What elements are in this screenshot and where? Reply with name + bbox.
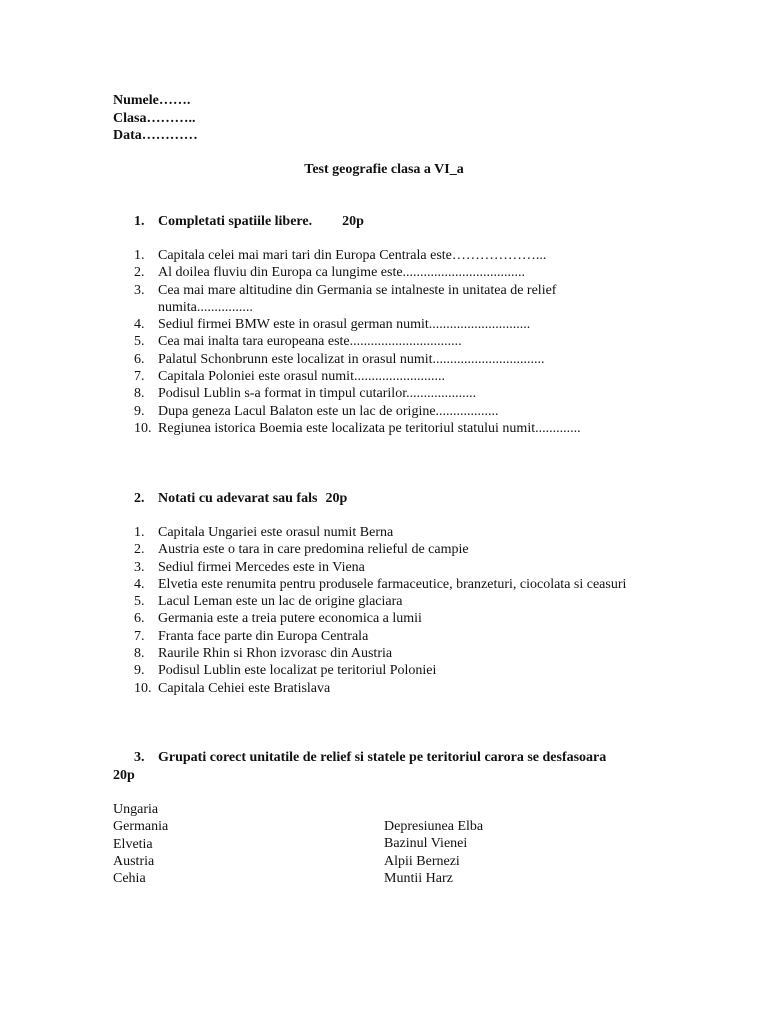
list-item xyxy=(134,403,654,420)
item-number: 8. xyxy=(134,646,145,662)
item-number: 6. xyxy=(134,351,145,367)
list-item xyxy=(134,645,654,662)
section-1-list xyxy=(134,247,654,437)
item-number: 3. xyxy=(134,559,145,575)
list-item xyxy=(134,559,654,576)
item-text: Elvetia este renumita pentru produsele farmaceutice, branzeturi, ciocolata si ceasuri xyxy=(158,576,627,592)
item-number: 7. xyxy=(134,628,145,644)
item-text: Regiunea istorica Boemia este localizata pe teritoriul statului numit............. xyxy=(158,420,581,436)
list-item xyxy=(134,247,654,264)
section-2-points: 20p xyxy=(325,491,348,506)
relief-column xyxy=(384,818,483,887)
section-1-number: 1. xyxy=(134,214,145,229)
item-text: Sediul firmei Mercedes este in Viena xyxy=(158,559,365,575)
item-number: 3. xyxy=(134,282,145,298)
state-item: Germania xyxy=(113,819,169,835)
item-number: 8. xyxy=(134,386,145,402)
section-2-title: Notati cu adevarat sau fals xyxy=(158,491,318,506)
item-text: Sediul firmei BMW este in orasul german numit............................. xyxy=(158,317,531,333)
relief-item: Depresiunea Elba xyxy=(384,819,484,834)
state-item: Elvetia xyxy=(113,836,153,852)
item-number: 9. xyxy=(134,403,145,419)
item-text: Germania este a treia putere economica a lumii xyxy=(158,611,422,627)
section-2-list xyxy=(134,524,654,697)
item-number: 2. xyxy=(134,542,145,558)
state-item: Ungaria xyxy=(113,802,159,817)
relief-item: Bazinul Vienei xyxy=(384,836,468,852)
states-column xyxy=(113,801,168,887)
list-item xyxy=(134,368,654,385)
item-text: Raurile Rhin si Rhon izvorasc din Austria xyxy=(158,646,393,662)
section-3-number: 3. xyxy=(134,750,145,765)
list-item xyxy=(134,420,654,437)
page-title: Test geografie clasa a VI_a xyxy=(304,162,464,177)
section-3-points: 20p xyxy=(113,768,135,783)
list-item xyxy=(134,316,654,333)
list-item xyxy=(134,264,654,281)
list-item xyxy=(134,628,654,645)
relief-item: Alpii Bernezi xyxy=(384,853,460,869)
state-item: Austria xyxy=(113,853,155,869)
list-item xyxy=(134,680,654,697)
name-label: Numele……. xyxy=(113,93,191,108)
section-1-heading xyxy=(134,213,364,230)
item-number: 5. xyxy=(134,594,145,610)
relief-item: Muntii Harz xyxy=(384,870,453,886)
list-item xyxy=(134,541,654,558)
section-2-heading xyxy=(134,490,347,507)
item-text: Capitala Poloniei este orasul numit.......................... xyxy=(158,369,445,385)
item-text: Palatul Schonbrunn este localizat in orasul numit................................ xyxy=(158,351,545,367)
section-3-title: Grupati corect unitatile de relief si statele pe teritoriul carora se desfasoara xyxy=(158,750,607,765)
item-number: 10. xyxy=(134,420,152,436)
item-text: Capitala Cehiei este Bratislava xyxy=(158,680,331,696)
item-text: Austria este o tara in care predomina relieful de campie xyxy=(158,542,469,558)
item-number: 4. xyxy=(134,317,145,333)
list-item xyxy=(134,385,654,402)
item-number: 2. xyxy=(134,265,145,281)
item-text: Cea mai mare altitudine din Germania se intalneste in unitatea de relief numita................ xyxy=(158,282,557,315)
list-item xyxy=(134,524,654,541)
item-text: Al doilea fluviu din Europa ca lungime este................................... xyxy=(158,265,526,281)
list-item xyxy=(134,610,654,627)
section-1-points: 20p xyxy=(342,214,364,229)
list-item xyxy=(134,282,598,317)
item-text: Lacul Leman este un lac de origine glaciara xyxy=(158,594,403,610)
list-item xyxy=(134,576,658,593)
item-text: Podisul Lublin s-a format in timpul cutarilor.................... xyxy=(158,386,477,402)
item-number: 1. xyxy=(134,525,145,540)
item-number: 10. xyxy=(134,680,152,696)
section-2-number: 2. xyxy=(134,491,145,506)
item-text: Capitala Ungariei este orasul numit Berna xyxy=(158,525,394,540)
item-number: 6. xyxy=(134,611,145,627)
item-number: 1. xyxy=(134,248,145,263)
section-3-heading xyxy=(134,749,606,766)
item-number: 7. xyxy=(134,369,145,385)
item-number: 4. xyxy=(134,576,145,592)
item-text: Franta face parte din Europa Centrala xyxy=(158,628,369,644)
item-text: Capitala celei mai mari tari din Europa Centrala este………………... xyxy=(158,248,547,263)
list-item xyxy=(134,593,654,610)
state-item: Cehia xyxy=(113,871,146,887)
class-label: Clasa……….. xyxy=(113,111,196,126)
item-text: Podisul Lublin este localizat pe teritoriul Poloniei xyxy=(158,663,437,679)
date-label: Data………… xyxy=(113,128,198,143)
item-text: Cea mai inalta tara europeana este................................ xyxy=(158,334,462,350)
item-number: 5. xyxy=(134,334,145,350)
section-1-title: Completati spatiile libere. xyxy=(158,214,313,229)
list-item xyxy=(134,333,654,350)
list-item xyxy=(134,351,654,368)
item-text: Dupa geneza Lacul Balaton este un lac de origine.................. xyxy=(158,403,499,419)
item-number: 9. xyxy=(134,663,145,679)
list-item xyxy=(134,662,654,679)
